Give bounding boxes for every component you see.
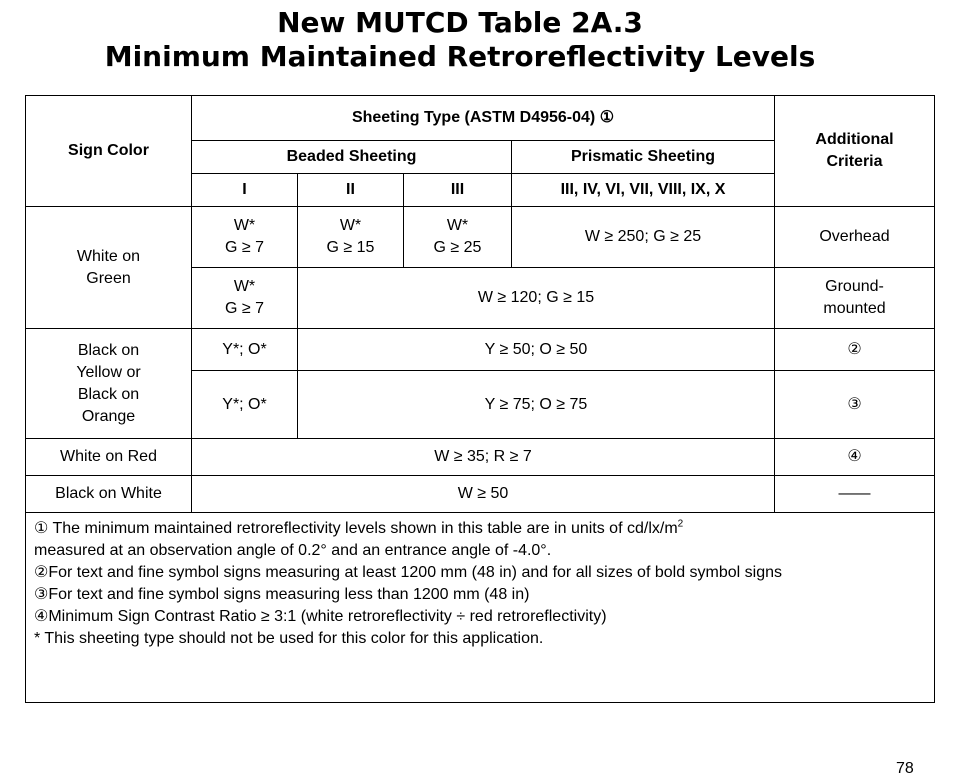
note-3: ③For text and fine symbol signs measuring less than 1200 mm (48 in)	[34, 586, 530, 603]
sign-color-white-on-green: White on Green	[26, 206, 191, 328]
header-prismatic-sheeting: Prismatic Sheeting	[511, 140, 774, 173]
cell-line: G ≥ 7	[224, 239, 264, 256]
header-sign-color: Sign Color	[68, 142, 149, 159]
header-type-prismatic: III, IV, VI, VII, VIII, IX, X	[511, 173, 774, 206]
wog-row2-type-I	[191, 267, 297, 328]
header-type-I: I	[191, 173, 297, 206]
wog-row1-type-I	[191, 206, 297, 267]
cell-line: W*	[446, 217, 469, 234]
cell-line: W*	[339, 217, 362, 234]
boy-row2-type-I: Y*; O*	[191, 370, 297, 438]
header-beaded-sheeting: Beaded Sheeting	[191, 140, 511, 173]
sign-color-white-on-red: White on Red	[26, 438, 191, 475]
wog-row1-prismatic: W ≥ 250; G ≥ 25	[511, 206, 774, 267]
note-1	[34, 518, 924, 540]
bow-criteria: ——	[774, 475, 934, 512]
slide-title	[0, 6, 920, 74]
boy-row2-criteria: ③	[774, 370, 934, 438]
notes-divider	[26, 512, 934, 513]
boy-row1-rest: Y ≥ 50; O ≥ 50	[297, 328, 774, 370]
note-1-superscript: 2	[677, 518, 684, 530]
wog-row1-type-II	[297, 206, 403, 267]
title-line-2: Minimum Maintained Retroreflectivity Levels	[104, 40, 816, 73]
boy-row2-rest: Y ≥ 75; O ≥ 75	[297, 370, 774, 438]
note-2: ②For text and fine symbol signs measuring at least 1200 mm (48 in) and for all sizes of bold symbol signs	[34, 564, 783, 581]
cell-line: W*	[233, 278, 256, 295]
bow-value: W ≥ 50	[191, 475, 774, 512]
sign-color-black-on-yellow-or-orange: Black on Yellow or Black on Orange	[26, 328, 191, 438]
table-notes	[34, 518, 924, 650]
retroreflectivity-table	[25, 95, 935, 777]
wor-value: W ≥ 35; R ≥ 7	[191, 438, 774, 475]
cell-line: G ≥ 25	[433, 239, 482, 256]
sign-color-black-on-white: Black on White	[26, 475, 191, 512]
note-5: * This sheeting type should not be used for this color for this application.	[34, 630, 544, 647]
note-1-continued: measured at an observation angle of 0.2° and an entrance angle of -4.0°.	[34, 542, 552, 559]
cell-line: W*	[233, 217, 256, 234]
header-additional-criteria: Additional Criteria	[774, 96, 934, 206]
title-line-1: New MUTCD Table 2A.3	[277, 6, 643, 39]
boy-row1-criteria: ②	[774, 328, 934, 370]
header-type-III: III	[403, 173, 511, 206]
note-1-text: ① The minimum maintained retroreflectivity levels shown in this table are in units of cd/lx/m	[34, 520, 678, 537]
header-sheeting-type: Sheeting Type (ASTM D4956-04) ①	[191, 96, 774, 140]
cell-line: G ≥ 15	[326, 239, 375, 256]
cell-line: G ≥ 7	[224, 300, 264, 317]
wor-criteria: ④	[774, 438, 934, 475]
header-type-II: II	[297, 173, 403, 206]
wog-row1-criteria: Overhead	[774, 206, 934, 267]
boy-row1-type-I: Y*; O*	[191, 328, 297, 370]
wog-row2-rest: W ≥ 120; G ≥ 15	[297, 267, 774, 328]
page-number: 78	[896, 760, 914, 777]
wog-row2-criteria: Ground-mounted	[774, 267, 934, 328]
note-4: ④Minimum Sign Contrast Ratio ≥ 3:1 (white retroreflectivity ÷ red retroreflectivity)	[34, 608, 607, 625]
wog-row1-type-III	[403, 206, 511, 267]
